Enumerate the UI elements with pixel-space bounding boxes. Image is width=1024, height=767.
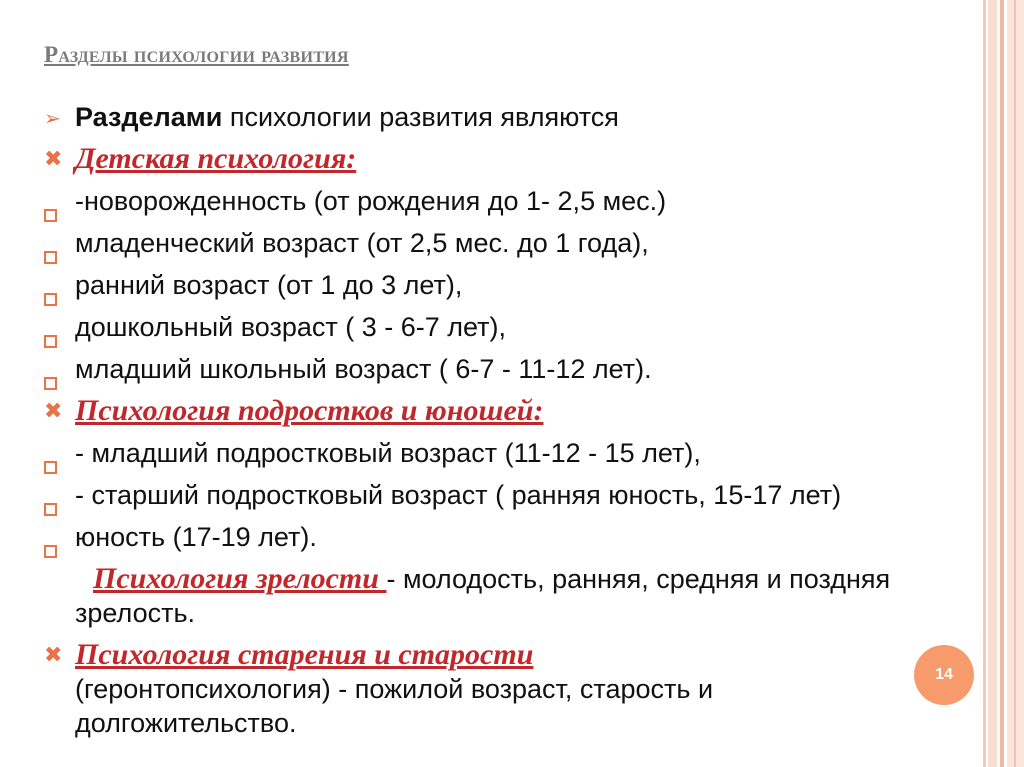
aging-heading: Психология старения и старости xyxy=(75,638,534,671)
intro-bold: Разделами xyxy=(75,102,223,132)
slide-content xyxy=(44,100,994,740)
aging-rest: (геронтопсихология) - пожилой возраст, старость и долгожительство. xyxy=(75,674,714,738)
square-bullet-icon xyxy=(44,490,70,524)
list-item: - старший подростковый возраст ( ранняя юность, 15-17 лет) xyxy=(44,478,955,512)
list-item: -новорожденность (от рождения до 1- 2,5 мес.) xyxy=(44,184,994,218)
cross-bullet-icon: ✖ xyxy=(44,642,63,667)
square-bullet-icon xyxy=(44,196,70,230)
page-number-badge: 14 xyxy=(914,645,974,705)
square-bullet-icon xyxy=(44,238,70,272)
section-heading-child: ✖ Детская психология: xyxy=(44,142,357,175)
cross-bullet-icon: ✖ xyxy=(44,398,63,423)
maturity-line xyxy=(44,562,994,630)
aging-line xyxy=(44,638,935,740)
list-item: младший школьный возраст ( 6-7 - 11-12 лет). xyxy=(44,352,994,386)
section-heading-adolescent: ✖ Психология подростков и юношей: xyxy=(44,394,544,427)
list-item: - младший подростковый возраст (11-12 - 15 лет), xyxy=(44,436,994,470)
list-item: юность (17-19 лет). xyxy=(44,520,994,554)
cross-bullet-icon: ✖ xyxy=(44,146,63,171)
arrow-bullet-icon: ➢ xyxy=(44,108,61,130)
list-item: дошкольный возраст ( 3 - 6-7 лет), xyxy=(44,310,994,344)
intro-rest: психологии развития являются xyxy=(222,102,619,132)
square-bullet-icon xyxy=(44,532,70,566)
square-bullet-icon xyxy=(44,364,70,398)
square-bullet-icon xyxy=(44,280,70,314)
list-item: ранний возраст (от 1 до 3 лет), xyxy=(44,268,994,302)
maturity-rest: - молодость, ранняя, средняя и поздняя зрелость. xyxy=(75,564,891,628)
square-bullet-icon xyxy=(44,322,70,356)
list-item: младенческий возраст (от 2,5 мес. до 1 года), xyxy=(44,226,994,260)
intro-line xyxy=(44,100,994,134)
maturity-heading: Психология зрелости xyxy=(93,562,387,595)
slide-title: Разделы психологии развития xyxy=(44,42,349,67)
square-bullet-icon xyxy=(44,448,70,482)
